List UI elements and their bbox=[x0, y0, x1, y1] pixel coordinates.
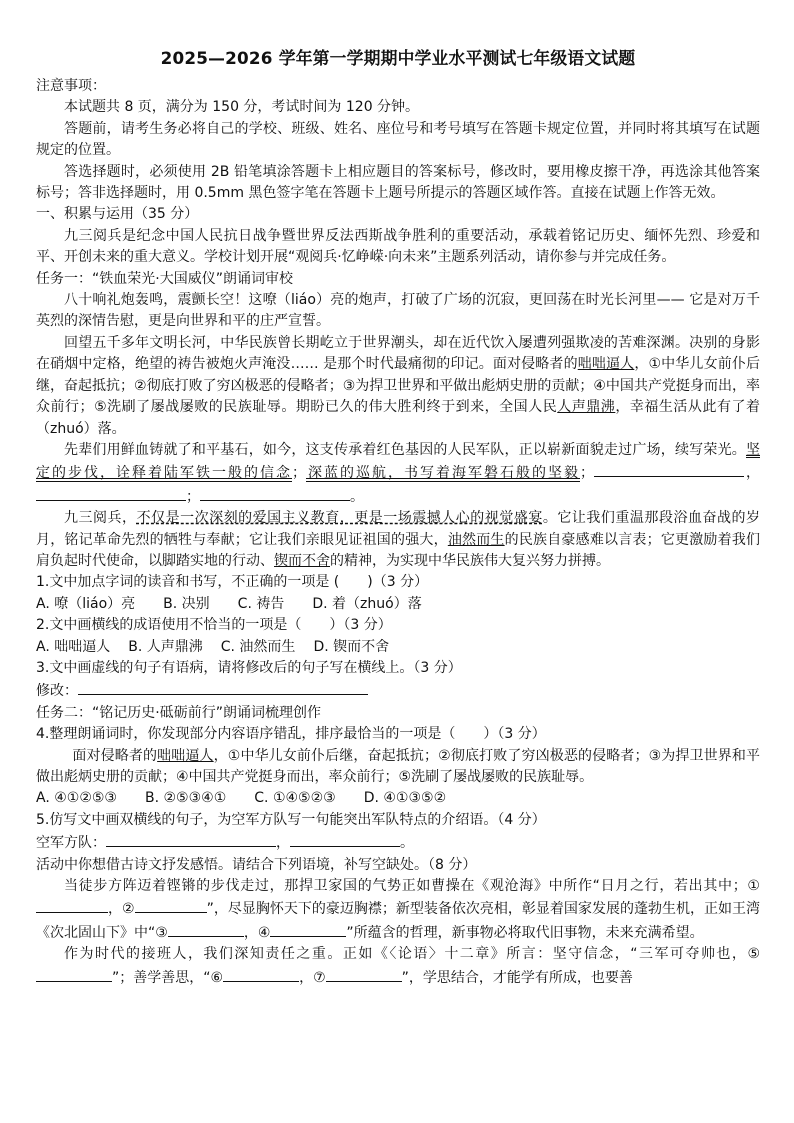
activity-paragraph bbox=[36, 876, 760, 944]
reading-paragraph bbox=[36, 508, 760, 572]
exam-page bbox=[36, 44, 760, 989]
option-d[interactable]: D. 着（zhuó）落 bbox=[312, 595, 422, 612]
blank-marker: ⑥ bbox=[210, 969, 224, 986]
dashed-underlined-sentence: 不仅是一次深刻的爱国主义教育，更是一场震撼人心的视觉盛宴 bbox=[136, 510, 543, 527]
answer-blank[interactable] bbox=[290, 831, 400, 847]
answer-blank[interactable] bbox=[168, 921, 244, 937]
task1-heading: 任务一：“铁血荣光·大国威仪”朗诵词审校 bbox=[36, 270, 293, 287]
activity-heading: 活动中你想借古诗文抒发感悟。请结合下列语境，补写空缺处。（8 分） bbox=[36, 856, 477, 873]
option-c[interactable]: C. ①④⑤②③ bbox=[254, 790, 336, 807]
answer-blank[interactable] bbox=[36, 966, 112, 982]
text-run: 九三阅兵， bbox=[64, 510, 137, 527]
reading-paragraph bbox=[36, 333, 760, 440]
revise-label: 修改： bbox=[36, 683, 78, 700]
section-heading: 一、积累与运用（35 分） bbox=[36, 206, 199, 223]
question-3-stem: 3.文中画虚线的句子有语病，请将修改后的句子写在横线上。（3 分） bbox=[36, 659, 462, 676]
question-1-options bbox=[36, 594, 760, 615]
question-2-stem: 2.文中画横线的成语使用不恰当的一项是（ ）（3 分） bbox=[36, 617, 392, 634]
text-run: ，①中华儿女前仆后继，奋起抵抗；②彻底打败了穷凶极恶的侵略者；③为捍卫世界和平做出彪炳史册的贡献；④中国共产党挺身而出，率众前行；⑤洗刷了屡战屡败的民族耻辱。 bbox=[36, 747, 761, 785]
text-run: ， bbox=[108, 901, 123, 918]
underlined-idiom: 油然而生 bbox=[447, 531, 505, 548]
text-run: 回望五千多年文明长河，中华民族曾长期屹立于世界潮头，却在近代饮入屡遭列强欺凌的苦难深渊。决别的身影在硝烟中定格，绝望的祷告被炮火声淹没…… 是那个时代最痛彻的印记。面对侵略者的 bbox=[36, 334, 760, 373]
activity-paragraph bbox=[36, 944, 760, 989]
answer-blank[interactable] bbox=[200, 485, 350, 501]
question-4-options bbox=[36, 788, 760, 809]
text-run: ； bbox=[292, 465, 306, 482]
answer-blank[interactable] bbox=[36, 897, 108, 913]
text-run: ”，尽显胸怀天下的豪迈胸襟；新型装备依次亮相，彰显着国家发展的蓬勃生机，正如王湾《次北固山下》中“ bbox=[36, 901, 760, 941]
text-run: ； bbox=[580, 465, 594, 482]
answer-blank[interactable] bbox=[326, 966, 402, 982]
text-run: ， bbox=[243, 924, 258, 941]
air-force-label: 空军方队： bbox=[36, 835, 106, 852]
answer-blank[interactable] bbox=[36, 485, 186, 501]
blank-marker: ② bbox=[122, 901, 135, 918]
underlined-idiom: 人声鼎沸 bbox=[557, 399, 616, 416]
option-d[interactable]: D. ④①③⑤② bbox=[363, 790, 447, 807]
text-run: 作为时代的接班人，我们深知责任之重。正如《〈论语〉十二章》所言：坚守信念，“三军可夺帅也， bbox=[64, 946, 748, 963]
answer-blank[interactable] bbox=[270, 921, 346, 937]
underlined-idiom: 咄咄逼人 bbox=[577, 356, 635, 373]
blank-marker: ③ bbox=[155, 924, 168, 941]
blank-marker: ⑦ bbox=[313, 969, 326, 986]
text-run: ”，学思结合，才能学有所成，也要善 bbox=[401, 969, 633, 986]
blank-marker: ① bbox=[746, 878, 760, 895]
underlined-idiom: 锲而不舍 bbox=[274, 552, 330, 569]
notice-item: 答题前，请考生务必将自己的学校、班级、姓名、座位号和考号填写在答题卡规定位置，并同时将其填写在试题规定的位置。 bbox=[36, 120, 760, 159]
question-4-passage bbox=[36, 746, 760, 789]
answer-blank[interactable] bbox=[594, 461, 744, 477]
option-d[interactable]: D. 锲而不舍 bbox=[313, 638, 390, 655]
question-4-stem: 4.整理朗诵词时，你发现部分内容语序错乱，排序最恰当的一项是（ ）（3 分） bbox=[36, 726, 546, 743]
text-run: ， bbox=[276, 835, 290, 852]
text-run: 的精神，为实现中华民族伟大复兴努力拼搏。 bbox=[330, 552, 610, 569]
question-1-stem: 1.文中加点字词的读音和书写，不正确的一项是 ( )（3 分） bbox=[36, 574, 429, 591]
notice-heading: 注意事项： bbox=[36, 78, 106, 94]
blank-marker: ⑤ bbox=[747, 946, 760, 963]
double-underlined-sentence: 深蓝的巡航，书写着海军磐石般的坚毅 bbox=[306, 465, 580, 482]
text-run: 。它让我们重温那段浴血奋战的岁月，铭记革命先烈的牺牲与奉献；它让我们亲眼见证祖国的强大， bbox=[36, 510, 761, 548]
answer-blank[interactable] bbox=[135, 897, 207, 913]
reading-paragraph: 八十响礼炮轰鸣，震颤长空！这嘹（liáo）亮的炮声，打破了广场的沉寂，更回荡在时光长河里—— 它是对万千英烈的深情告慰，更是向世界和平的庄严宣誓。 bbox=[36, 292, 760, 330]
task2-heading: 任务二：“铭记历史·砥砺前行”朗诵词梳理创作 bbox=[36, 704, 321, 721]
text-run: 的民族自豪感难以言表；它更激励着我们肩负起时代使命，以脚踏实地的行动、 bbox=[36, 531, 761, 569]
notice-item: 本试题共 8 页，满分为 150 分，考试时间为 120 分钟。 bbox=[64, 99, 420, 116]
question-5-stem: 5.仿写文中画双横线的句子，为空军方队写一句能突出军队特点的介绍语。（4 分） bbox=[36, 811, 546, 828]
reading-paragraph: 先辈们用鲜血铸就了和平基石，如今，这支传承着红色基因的人民军队，正以崭新面貌走过广场，续写荣光。坚定的步伐，诠释着陆军铁一般的信念；深蓝的巡航，书写着海军磐石般的坚毅； ，； 。 bbox=[36, 441, 760, 505]
text-run: ”所蕴含的哲理，新事物必将取代旧事物，未来充满希望。 bbox=[346, 924, 704, 941]
text-run: 当徒步方阵迈着铿锵的步伐走过，那捍卫家国的气势正如曹操在《观沧海》中所作“日月之行，若出其中； bbox=[64, 878, 747, 895]
blank-marker: ④ bbox=[257, 924, 271, 941]
option-b[interactable]: B. 人声鼎沸 bbox=[128, 638, 203, 655]
option-c[interactable]: C. 祷告 bbox=[237, 595, 285, 612]
option-b[interactable]: B. ②⑤③④① bbox=[145, 790, 227, 807]
notice-item: 答选择题时，必须使用 2B 铅笔填涂答题卡上相应题目的答案标号，修改时，要用橡皮擦干净，再选涂其他答案标号；答非选择题时，用 0.5mm 黑色签字笔在答题卡上题号所提示的答题区域作答。直接在试题上作答无效。 bbox=[36, 163, 760, 202]
revise-answer-blank[interactable] bbox=[78, 679, 368, 695]
option-a[interactable]: A. 嘹（liáo）亮 bbox=[36, 595, 136, 612]
question-3-answer-line bbox=[36, 679, 760, 702]
exam-title: 2025—2026 学年第一学期期中学业水平测试七年级语文试题 bbox=[160, 48, 636, 68]
option-a[interactable]: A. ④①②⑤③ bbox=[36, 790, 117, 807]
text-run: 面对侵略者的 bbox=[72, 747, 158, 764]
question-5-answer-line bbox=[36, 831, 760, 854]
question-2-options bbox=[36, 637, 760, 658]
text-run: ，①中华儿女前仆后继，奋起抵抗；②彻底打败了穷凶极恶的侵略者；③为捍卫世界和平做出彪炳史册的贡献；④中国共产党挺身而出，率众前行；⑤洗刷了屡战屡败的民族耻辱。期盼已久的伟大胜利终于到来，全国人民 bbox=[36, 356, 761, 416]
section-intro: 九三阅兵是纪念中国人民抗日战争暨世界反法西斯战争胜利的重要活动，承载着铭记历史、缅怀先烈、珍爱和平、开创未来的重大意义。学校计划开展“观阅兵·忆峥嵘·向未来”主题系列活动，请你参与并完成任务。 bbox=[36, 227, 760, 266]
option-b[interactable]: B. 决别 bbox=[163, 595, 210, 612]
underlined-idiom: 咄咄逼人 bbox=[157, 747, 214, 764]
answer-blank[interactable] bbox=[106, 831, 276, 847]
text-run: ”；善学善思，“ bbox=[112, 969, 211, 986]
option-a[interactable]: A. 咄咄逼人 bbox=[36, 638, 111, 655]
option-c[interactable]: C. 油然而生 bbox=[220, 638, 296, 655]
answer-blank[interactable] bbox=[223, 966, 299, 982]
text-run: ， bbox=[299, 969, 314, 986]
text-run: ，幸福生活从此有了着（zhuó）落。 bbox=[36, 399, 761, 437]
double-underlined-sentence: 坚定的步伐，诠释着陆军铁一般的信念 bbox=[36, 441, 760, 482]
text-run: 先辈们用鲜血铸就了和平基石，如今，这支传承着红色基因的人民军队，正以崭新面貌走过广场，续写荣光。 bbox=[64, 441, 746, 458]
text-run: 。 bbox=[400, 835, 414, 852]
